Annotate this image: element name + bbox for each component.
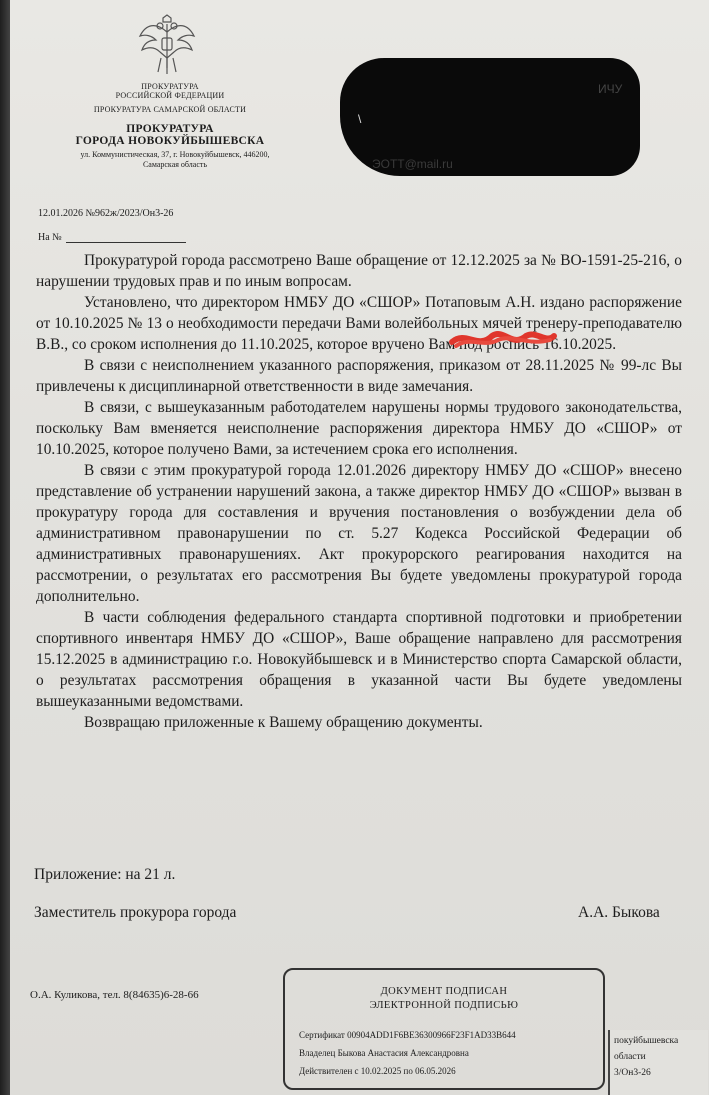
recipient-fragment-mid: \ xyxy=(358,112,362,126)
double-headed-eagle-emblem-icon xyxy=(136,14,198,78)
stamp-validity: Действителен с 10.02.2025 по 06.05.2026 xyxy=(299,1066,456,1076)
paragraph-3: В связи с неисполнением указанного распоряжения, приказом от 28.11.2025 № 99-лс Вы привлечены к дисциплинарной ответственности в виде замечания. xyxy=(36,357,682,395)
adjacent-fragment-line-2: области xyxy=(614,1052,646,1062)
adjacent-fragment-line-3: 3/Он3-26 xyxy=(614,1068,651,1078)
office-address-line-1: ул. Коммунистическая, 37, г. Новокуйбышевск, 446200, xyxy=(80,150,270,159)
header-line-2: РОССИЙСКОЙ ФЕДЕРАЦИИ xyxy=(115,91,225,100)
stamp-title-line-1: ДОКУМЕНТ ПОДПИСАН xyxy=(380,986,508,997)
stamp-certificate: Сертификат 00904ADD1F6BE36300966F23F1AD33B644 xyxy=(299,1030,516,1040)
executor-contact: О.А. Куликова, тел. 8(84635)6-28-66 xyxy=(30,989,199,1001)
header-line-3: ПРОКУРАТУРА САМАРСКОЙ ОБЛАСТИ xyxy=(93,105,247,114)
attachment-note: Приложение: на 21 л. xyxy=(34,866,176,883)
header-line-1: ПРОКУРАТУРА xyxy=(141,82,199,91)
recipient-fragment-top: ИЧУ xyxy=(598,82,623,96)
office-address-line-2: Самарская область xyxy=(142,160,208,169)
stamp-title-line-2: ЭЛЕКТРОННОЙ ПОДПИСЬЮ xyxy=(369,1000,519,1011)
office-title-line-2: ГОРОДА НОВОКУЙБЫШЕВСКА xyxy=(75,135,265,147)
paragraph-2: Установлено, что директором НМБУ ДО «СШОР» Потаповым А.Н. издано распоряжение от 10.10.2025 № 13 о необходимости передачи Вами волейбольных мячей тренеру-преподавателю В.В., со сроком исполнения до 11.10.2025, которое вручено Вам под роспись 16.10.2025. xyxy=(36,294,682,353)
paragraph-5: В связи с этим прокуратурой города 12.01.2026 директору НМБУ ДО «СШОР» внесено представление об устранении нарушений закона, а также директор НМБУ ДО «СШОР» вызван в прокуратуру города для составления и вручения постановления о возбуждении дела об административном правонарушении по ст. 5.27 Кодекса Российской Федерации об административных правонарушениях. Акт прокурорского реагирования находится на рассмотрении, о результатах его рассмотрения Вы будете уведомлены прокуратурой города дополнительно. xyxy=(36,462,682,605)
adjacent-fragment-line-1: покуйбышевска xyxy=(614,1036,679,1046)
paragraph-6: В части соблюдения федерального стандарта спортивной подготовки и приобретении спортивного инвентаря НМБУ ДО «СШОР», Ваше обращение направлено для рассмотрения 15.12.2025 в администрацию г.о. Новокуйбышевск и в Министерство спорта Самарской области, о результатах рассмотрения обращения в указанной части Вы будете уведомлены вышеуказанными ведомствами. xyxy=(36,609,682,710)
reference-number-label: На № xyxy=(38,232,62,243)
signatory-name: А.А. Быкова xyxy=(578,904,660,921)
registration-number: 12.01.2026 №962ж/2023/Он3-26 xyxy=(38,208,174,219)
electronic-signature-stamp xyxy=(283,968,605,1090)
red-scribble-redaction xyxy=(448,326,558,352)
reference-number-field xyxy=(38,232,186,243)
reference-number-line xyxy=(66,242,186,243)
office-title-line-1: ПРОКУРАТУРА xyxy=(126,123,214,135)
paragraph-4: В связи, с вышеуказанным работодателем нарушены нормы трудового законодательства, поскольку Вам вменяется неисполнение распоряжения директора НМБУ ДО «СШОР» от 10.10.2025, которое получено Вами, за истечением срока его исполнения. xyxy=(36,399,682,458)
signatory-position: Заместитель прокурора города xyxy=(34,904,237,921)
paragraph-7: Возвращаю приложенные к Вашему обращению документы. xyxy=(84,714,483,731)
paragraph-1: Прокуратурой города рассмотрено Ваше обращение от 12.12.2025 за № ВО-1591-25-216, о нарушении трудовых прав и по иным вопросам. xyxy=(36,252,682,290)
recipient-email-fragment: ЭОТТ@mail.ru xyxy=(372,157,453,171)
letter-body xyxy=(36,250,682,733)
adjacent-sheet-edge xyxy=(608,1030,610,1095)
adjacent-sheet-fragment xyxy=(608,1030,708,1095)
stamp-owner: Владелец Быкова Анастасия Александровна xyxy=(299,1048,469,1058)
